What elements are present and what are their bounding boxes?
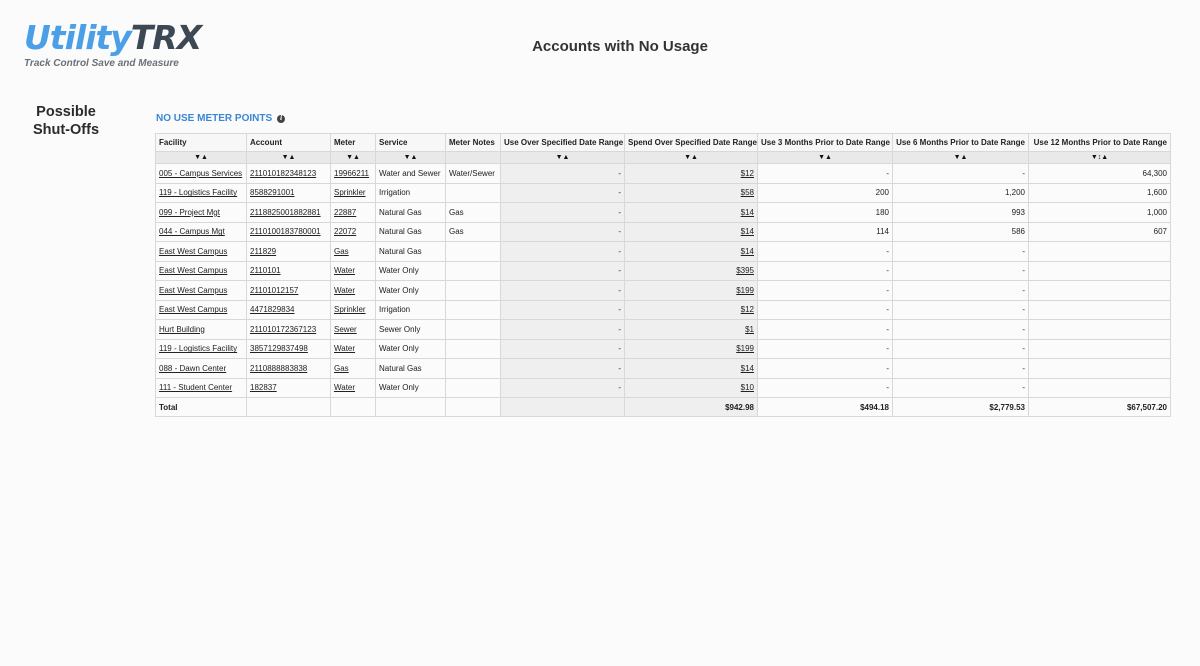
table-cell <box>446 320 501 340</box>
sort-toggle[interactable]: ▼▲ <box>758 152 893 164</box>
table-row <box>156 164 1171 184</box>
table-cell <box>1029 359 1171 379</box>
column-header: Facility <box>156 134 247 152</box>
table-cell: Sewer Only <box>376 320 446 340</box>
table-cell: 1,600 <box>1029 183 1171 203</box>
logo-word-utility: Utility <box>24 18 131 57</box>
table-cell: - <box>501 261 625 281</box>
table-cell: 114 <box>758 222 893 242</box>
total-cell <box>501 398 625 417</box>
column-header: Spend Over Specified Date Range <box>625 134 758 152</box>
table-cell: Water Only <box>376 339 446 359</box>
table-cell: - <box>893 242 1029 262</box>
column-header: Use 6 Months Prior to Date Range <box>893 134 1029 152</box>
table-cell-link[interactable]: East West Campus <box>156 261 247 281</box>
table-cell: - <box>758 339 893 359</box>
table-cell <box>1029 339 1171 359</box>
table-total-row <box>156 398 1171 417</box>
column-header: Use Over Specified Date Range <box>501 134 625 152</box>
table-cell-link[interactable]: 2110101 <box>247 261 331 281</box>
table-cell-link[interactable]: $14 <box>625 359 758 379</box>
total-cell <box>446 398 501 417</box>
column-header: Account <box>247 134 331 152</box>
table-cell-link[interactable]: East West Campus <box>156 242 247 262</box>
table-cell: - <box>893 281 1029 301</box>
table-cell-link[interactable]: 22072 <box>331 222 376 242</box>
table-cell <box>1029 242 1171 262</box>
total-cell: $67,507.20 <box>1029 398 1171 417</box>
sort-toggle[interactable]: ▼▲ <box>625 152 758 164</box>
table-cell: - <box>893 320 1029 340</box>
table-sort-row <box>156 152 1171 164</box>
table-cell-link[interactable]: 19966211 <box>331 164 376 184</box>
table-row <box>156 320 1171 340</box>
total-cell <box>331 398 376 417</box>
table-cell-link[interactable]: $10 <box>625 378 758 398</box>
table-cell <box>446 281 501 301</box>
table-cell <box>446 339 501 359</box>
table-cell: - <box>893 378 1029 398</box>
sort-toggle[interactable]: ▼▲ <box>247 152 331 164</box>
table-cell: - <box>758 164 893 184</box>
table-cell: - <box>893 359 1029 379</box>
page-title: Accounts with No Usage <box>532 38 708 55</box>
table-cell: - <box>893 261 1029 281</box>
table-header-row <box>156 134 1171 152</box>
table-cell-link[interactable]: Sewer <box>331 320 376 340</box>
table-cell-link[interactable]: $14 <box>625 203 758 223</box>
table-cell-link[interactable]: $199 <box>625 339 758 359</box>
total-cell: $494.18 <box>758 398 893 417</box>
table-cell: - <box>893 300 1029 320</box>
table-cell-link[interactable]: 044 - Campus Mgt <box>156 222 247 242</box>
table-cell: Gas <box>446 203 501 223</box>
table-cell-link[interactable]: 111 - Student Center <box>156 378 247 398</box>
total-cell <box>376 398 446 417</box>
table-cell <box>1029 378 1171 398</box>
table-cell <box>446 242 501 262</box>
table-cell: - <box>501 183 625 203</box>
table-cell: Water Only <box>376 281 446 301</box>
sort-toggle[interactable]: ▼↕▲ <box>1029 152 1171 164</box>
table-cell: 1,000 <box>1029 203 1171 223</box>
table-cell-link[interactable]: Hurt Building <box>156 320 247 340</box>
table-row <box>156 203 1171 223</box>
table-cell-link[interactable]: East West Campus <box>156 281 247 301</box>
table-cell: - <box>501 203 625 223</box>
table-cell: - <box>893 164 1029 184</box>
table-cell: Water and Sewer <box>376 164 446 184</box>
column-header: Use 12 Months Prior to Date Range <box>1029 134 1171 152</box>
table-cell: Gas <box>446 222 501 242</box>
table-cell: 200 <box>758 183 893 203</box>
table-cell-link[interactable]: 21101012157 <box>247 281 331 301</box>
table-cell: - <box>501 300 625 320</box>
table-cell-link[interactable]: 099 - Project Mgt <box>156 203 247 223</box>
table-cell: - <box>758 359 893 379</box>
table-row <box>156 300 1171 320</box>
table-cell <box>446 359 501 379</box>
section-label-text: NO USE METER POINTS <box>156 113 273 124</box>
table-row <box>156 261 1171 281</box>
table-cell-link[interactable]: Water <box>331 261 376 281</box>
sort-toggle[interactable]: ▼▲ <box>501 152 625 164</box>
table-cell <box>1029 261 1171 281</box>
table-cell <box>1029 320 1171 340</box>
sort-toggle[interactable]: ▼▲ <box>893 152 1029 164</box>
table-cell: Natural Gas <box>376 242 446 262</box>
table-cell-link[interactable]: Water <box>331 281 376 301</box>
table-cell: Irrigation <box>376 300 446 320</box>
table-cell-link[interactable]: Water <box>331 378 376 398</box>
section-label <box>156 113 285 124</box>
column-header: Service <box>376 134 446 152</box>
table-cell: 64,300 <box>1029 164 1171 184</box>
table-cell-link[interactable]: $1 <box>625 320 758 340</box>
table-cell-link[interactable]: 2110100183780001 <box>247 222 331 242</box>
table-cell: Natural Gas <box>376 222 446 242</box>
table-cell-link[interactable]: Water <box>331 339 376 359</box>
table-cell: - <box>758 242 893 262</box>
table-cell: Irrigation <box>376 183 446 203</box>
table-cell-link[interactable]: $12 <box>625 164 758 184</box>
table-cell: Water Only <box>376 378 446 398</box>
table-cell-link[interactable]: 182837 <box>247 378 331 398</box>
table-cell: - <box>758 300 893 320</box>
logo-word-trx: TRX <box>130 18 202 57</box>
table-row <box>156 339 1171 359</box>
no-use-meter-table <box>155 133 1171 417</box>
table-cell-link[interactable]: $12 <box>625 300 758 320</box>
table-row <box>156 281 1171 301</box>
table-cell-link[interactable]: 8588291001 <box>247 183 331 203</box>
sort-toggle[interactable]: ▼▲ <box>331 152 376 164</box>
table-cell-link[interactable]: 211829 <box>247 242 331 262</box>
table-cell-link[interactable]: $199 <box>625 281 758 301</box>
table-cell: - <box>501 281 625 301</box>
sort-toggle[interactable]: ▼▲ <box>376 152 446 164</box>
table-cell <box>1029 300 1171 320</box>
table-cell-link[interactable]: 3857129837498 <box>247 339 331 359</box>
table-row <box>156 242 1171 262</box>
table-cell: 1,200 <box>893 183 1029 203</box>
table-cell-link[interactable]: 2118825001882881 <box>247 203 331 223</box>
table-row <box>156 183 1171 203</box>
column-header: Meter <box>331 134 376 152</box>
table-cell-link[interactable]: 211010172367123 <box>247 320 331 340</box>
table-cell: - <box>758 378 893 398</box>
table-cell: - <box>501 222 625 242</box>
total-cell <box>247 398 331 417</box>
table-cell: 607 <box>1029 222 1171 242</box>
table-cell-link[interactable]: 119 - Logistics Facility <box>156 183 247 203</box>
total-cell: $942.98 <box>625 398 758 417</box>
table-cell-link[interactable]: $14 <box>625 222 758 242</box>
table-cell: - <box>501 320 625 340</box>
brand-logo[interactable] <box>24 18 202 74</box>
table-cell: - <box>501 164 625 184</box>
table-cell-link[interactable]: $58 <box>625 183 758 203</box>
table-cell: Water/Sewer <box>446 164 501 184</box>
table-cell <box>446 300 501 320</box>
table-row <box>156 359 1171 379</box>
table-cell <box>446 378 501 398</box>
table-cell: 180 <box>758 203 893 223</box>
info-icon[interactable]: i <box>277 115 285 123</box>
logo-wordmark <box>24 18 202 57</box>
table-cell: Natural Gas <box>376 203 446 223</box>
table-cell-link[interactable]: $14 <box>625 242 758 262</box>
table-cell: - <box>758 261 893 281</box>
total-cell: Total <box>156 398 247 417</box>
table-cell-link[interactable]: 4471829834 <box>247 300 331 320</box>
table-cell-link[interactable]: $395 <box>625 261 758 281</box>
table-cell-link[interactable]: 22887 <box>331 203 376 223</box>
table-row <box>156 378 1171 398</box>
table-cell: - <box>501 378 625 398</box>
table-cell: Natural Gas <box>376 359 446 379</box>
column-header: Use 3 Months Prior to Date Range <box>758 134 893 152</box>
table-cell: Water Only <box>376 261 446 281</box>
table-body <box>156 164 1171 417</box>
table-cell: - <box>758 320 893 340</box>
table-row <box>156 222 1171 242</box>
table-cell-link[interactable]: 088 - Dawn Center <box>156 359 247 379</box>
table-cell-link[interactable]: 005 - Campus Services <box>156 164 247 184</box>
column-header: Meter Notes <box>446 134 501 152</box>
logo-tagline: Track Control Save and Measure <box>24 58 179 69</box>
table-cell: - <box>501 359 625 379</box>
table-cell: - <box>758 281 893 301</box>
table-cell-link[interactable]: East West Campus <box>156 300 247 320</box>
total-cell: $2,779.53 <box>893 398 1029 417</box>
table-cell: 993 <box>893 203 1029 223</box>
table-cell-link[interactable]: 211010182348123 <box>247 164 331 184</box>
table-cell <box>1029 281 1171 301</box>
table-cell-link[interactable]: Gas <box>331 242 376 262</box>
table-cell-link[interactable]: Sprinkler <box>331 300 376 320</box>
table-cell-link[interactable]: Gas <box>331 359 376 379</box>
table-cell <box>446 183 501 203</box>
table-cell-link[interactable]: 119 - Logistics Facility <box>156 339 247 359</box>
sort-toggle[interactable]: ▼▲ <box>156 152 247 164</box>
table-cell: - <box>501 339 625 359</box>
table-cell: - <box>501 242 625 262</box>
table-cell-link[interactable]: 2110888883838 <box>247 359 331 379</box>
table-cell-link[interactable]: Sprinkler <box>331 183 376 203</box>
side-heading: Possible Shut-Offs <box>32 104 100 138</box>
table-cell <box>446 261 501 281</box>
sort-cell-empty <box>446 152 501 164</box>
table-cell: - <box>893 339 1029 359</box>
table-cell: 586 <box>893 222 1029 242</box>
